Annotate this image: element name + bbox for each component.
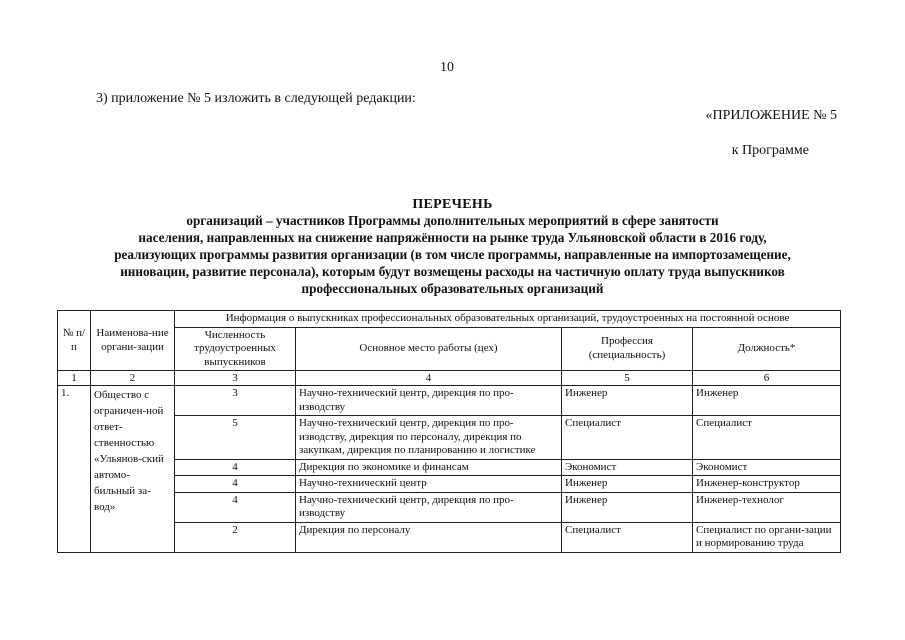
column-number: 4 — [296, 371, 562, 386]
workplace: Дирекция по экономике и финансам — [296, 459, 562, 476]
header-position: Должность* — [693, 327, 841, 371]
graduate-count: 2 — [175, 522, 296, 552]
appendix-label: «ПРИЛОЖЕНИЕ № 5 — [705, 108, 837, 123]
profession: Инженер — [562, 386, 693, 416]
workplace: Научно-технический центр, дирекция по про-изводству — [296, 386, 562, 416]
position: Инженер — [693, 386, 841, 416]
table-row — [58, 492, 841, 522]
column-number-row — [58, 371, 841, 386]
workplace: Научно-технический центр, дирекция по про-изводству, дирекция по персоналу, дирекция по закупкам, дирекция по планированию и логистике — [296, 416, 562, 460]
profession: Специалист — [562, 522, 693, 552]
table-row — [58, 522, 841, 552]
table-row — [58, 476, 841, 493]
header-count: Численность трудоустроенных выпускников — [175, 327, 296, 371]
profession: Инженер — [562, 476, 693, 493]
subtitle-line: организаций – участников Программы дополнительных мероприятий в сфере занятости — [186, 213, 719, 228]
document-subtitle — [60, 212, 845, 297]
program-label: к Программе — [731, 143, 809, 158]
workplace: Научно-технический центр, дирекция по про-изводству — [296, 492, 562, 522]
graduate-count: 3 — [175, 386, 296, 416]
header-num: № п/п — [58, 311, 91, 371]
table-row — [58, 416, 841, 460]
column-number: 1 — [58, 371, 91, 386]
profession: Экономист — [562, 459, 693, 476]
graduate-count: 5 — [175, 416, 296, 460]
table-subheader-row — [58, 327, 841, 371]
document-title: ПЕРЕЧЕНЬ — [412, 197, 493, 212]
position: Инженер-технолог — [693, 492, 841, 522]
header-profession: Профессия (специальность) — [562, 327, 693, 371]
position: Инженер-конструктор — [693, 476, 841, 493]
profession: Специалист — [562, 416, 693, 460]
position: Экономист — [693, 459, 841, 476]
header-workplace: Основное место работы (цех) — [296, 327, 562, 371]
subtitle-line: инновации, развитие персонала), которым будут возмещены расходы на частичную оплату труда выпускников — [120, 264, 785, 279]
column-number: 5 — [562, 371, 693, 386]
workplace: Научно-технический центр — [296, 476, 562, 493]
table-row — [58, 459, 841, 476]
position: Специалист — [693, 416, 841, 460]
profession: Инженер — [562, 492, 693, 522]
position: Специалист по органи-зации и нормированию труда — [693, 522, 841, 552]
graduate-count: 4 — [175, 476, 296, 493]
workplace: Дирекция по персоналу — [296, 522, 562, 552]
column-number: 3 — [175, 371, 296, 386]
column-number: 6 — [693, 371, 841, 386]
organizations-table — [57, 310, 841, 553]
subtitle-line: населения, направленных на снижение напряжённости на рынке труда Ульяновской области в 2016 году, — [138, 230, 767, 245]
header-org-name: Наименова-ние органи-зации — [91, 311, 175, 371]
header-info-group: Информация о выпускниках профессиональных образовательных организаций, трудоустроенных на постоянной основе — [175, 311, 841, 328]
org-name: Общество с ограничен-ной ответ-ственностью «Ульянов-ский автомо-бильный за-вод» — [91, 386, 175, 553]
subtitle-line: профессиональных образовательных организаций — [301, 281, 604, 296]
column-number: 2 — [91, 371, 175, 386]
org-number: 1. — [58, 386, 91, 553]
table-row — [58, 386, 841, 416]
intro-text: 3) приложение № 5 изложить в следующей редакции: — [96, 91, 416, 106]
page-number: 10 — [440, 60, 454, 75]
graduate-count: 4 — [175, 459, 296, 476]
subtitle-line: реализующих программы развития организации (в том числе программы, направленные на импортозамещение, — [114, 247, 791, 262]
graduate-count: 4 — [175, 492, 296, 522]
table-header-row — [58, 311, 841, 328]
